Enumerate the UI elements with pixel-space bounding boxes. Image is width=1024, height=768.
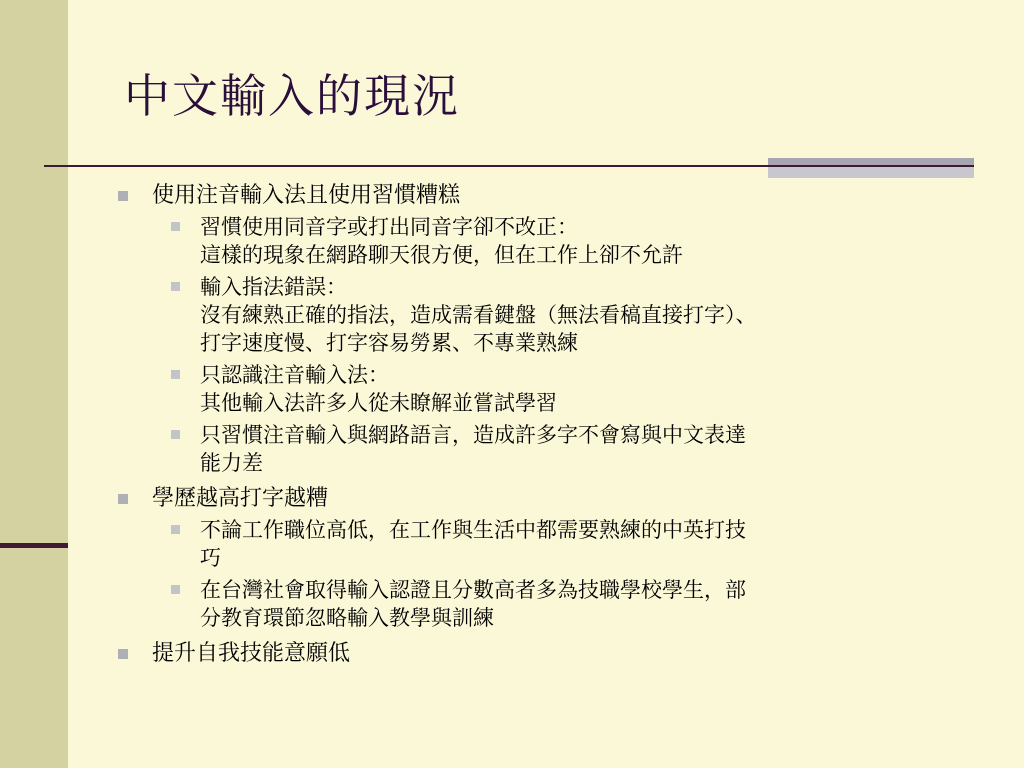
sub-bullet-text: 只習慣注音輸入與網路語言，造成許多字不會寫與中文表達: [200, 423, 746, 447]
square-bullet-icon: [171, 585, 180, 594]
sub-bullet-text: 輸入指法錯誤：: [200, 275, 347, 299]
sub-bullet-text: 這樣的現象在網路聊天很方便，但在工作上卻不允許: [200, 243, 683, 267]
sub-bullet-text: 只認識注音輸入法：: [200, 363, 389, 387]
square-bullet-icon: [118, 191, 128, 201]
bullet-text: 提升自我技能意願低: [152, 641, 351, 666]
sub-bullet-text: 沒有練熟正確的指法，造成需看鍵盤（無法看稿直接打字）、: [200, 303, 757, 327]
sub-bullet-item: [112, 273, 952, 357]
sub-bullet-text: 在台灣社會取得輸入認證且分數高者多為技職學校學生，部: [200, 578, 746, 602]
sub-bullet-item: [112, 421, 952, 477]
sub-bullet-item: [112, 516, 952, 572]
slide-body: [112, 180, 952, 669]
bullet-item: [112, 638, 952, 669]
left-decorative-bar: [0, 0, 68, 768]
sub-bullet-text: 分教育環節忽略輸入教學與訓練: [200, 606, 494, 630]
bullet-item: [112, 180, 952, 211]
sub-bullet-item: [112, 576, 952, 632]
sub-bullet-text: 習慣使用同音字或打出同音字卻不改正：: [200, 215, 578, 239]
sub-bullet-item: [112, 361, 952, 417]
divider-accent-dark: [768, 158, 974, 165]
square-bullet-icon: [171, 370, 180, 379]
sub-bullet-text: 能力差: [200, 451, 263, 475]
square-bullet-icon: [171, 430, 180, 439]
left-bar-accent-line: [0, 543, 68, 548]
sub-bullet-text: 其他輸入法許多人從未瞭解並嘗試學習: [200, 391, 557, 415]
bullet-item: [112, 483, 952, 514]
square-bullet-icon: [171, 525, 180, 534]
sub-bullet-text: 巧: [200, 546, 221, 570]
square-bullet-icon: [118, 494, 128, 504]
sub-bullet-text: 不論工作職位高低，在工作與生活中都需要熟練的中英打技: [200, 518, 746, 542]
bullet-text: 使用注音輸入法且使用習慣糟糕: [152, 183, 461, 208]
bullet-text: 學歷越高打字越糟: [152, 486, 329, 511]
square-bullet-icon: [171, 282, 180, 291]
sub-bullet-item: [112, 213, 952, 269]
sub-bullet-text: 打字速度慢、打字容易勞累、不專業熟練: [200, 331, 578, 355]
square-bullet-icon: [171, 222, 180, 231]
square-bullet-icon: [118, 649, 128, 659]
divider-accent-light: [768, 167, 974, 178]
slide-title: 中文輸入的現況: [124, 69, 460, 123]
